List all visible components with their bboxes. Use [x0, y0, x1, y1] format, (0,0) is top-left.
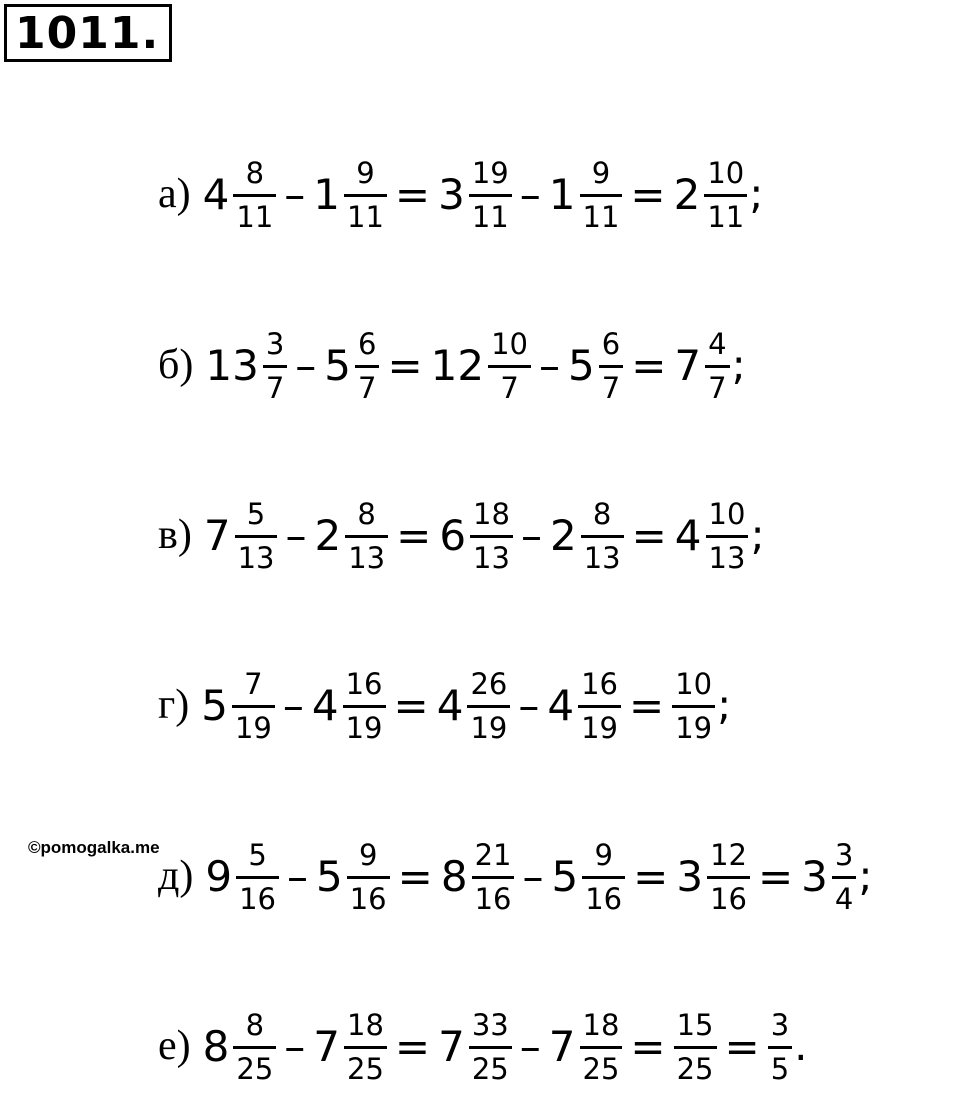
operator: = [628, 680, 665, 730]
denominator: 25 [233, 1046, 276, 1084]
denominator: 11 [704, 194, 747, 232]
fraction [232, 666, 275, 745]
denominator: 11 [344, 194, 387, 232]
whole-part: 1 [548, 169, 576, 219]
numerator: 4 [708, 326, 727, 361]
denominator: 16 [472, 876, 515, 914]
whole-part: 7 [438, 1021, 465, 1071]
fraction [704, 155, 747, 234]
whole-part: 4 [311, 680, 339, 730]
item-label: а) [158, 171, 191, 217]
numerator: 7 [244, 666, 263, 701]
equation-line [158, 487, 765, 583]
whole-part: 6 [439, 510, 467, 560]
denominator: 7 [599, 365, 623, 403]
fraction [707, 837, 750, 916]
fraction [344, 1007, 387, 1086]
fraction [674, 1007, 717, 1086]
numerator: 15 [676, 1007, 714, 1042]
operator: – [295, 340, 317, 390]
whole-part: 7 [313, 1021, 341, 1071]
whole-part: 3 [438, 169, 465, 219]
fraction [488, 326, 531, 405]
denominator: 7 [355, 365, 379, 403]
item-label: д) [158, 853, 194, 899]
item-label: в) [158, 512, 192, 558]
operator: – [285, 510, 307, 560]
numerator: 5 [246, 496, 266, 531]
equation-line [158, 828, 873, 924]
numerator: 8 [245, 155, 265, 190]
operator: = [630, 1021, 666, 1071]
denominator: 19 [672, 705, 715, 743]
whole-part: 4 [436, 680, 464, 730]
whole-part: 13 [205, 340, 259, 390]
whole-part: 3 [801, 851, 828, 901]
whole-part: 4 [674, 510, 702, 560]
numerator: 9 [594, 837, 613, 872]
equation-line [158, 146, 763, 242]
fraction [470, 496, 513, 575]
denominator: 7 [488, 365, 531, 403]
fraction [347, 837, 390, 916]
numerator: 9 [358, 837, 378, 872]
whole-part: 2 [549, 510, 577, 560]
operator: – [282, 680, 304, 730]
denominator: 11 [580, 194, 623, 232]
denominator: 11 [469, 194, 512, 232]
fraction [467, 666, 510, 745]
denominator: 19 [232, 705, 275, 743]
whole-part: 5 [324, 340, 351, 390]
numerator: 12 [710, 837, 747, 872]
fraction [263, 326, 287, 405]
item-label: г) [158, 682, 190, 728]
whole-part: 2 [673, 169, 701, 219]
watermark: ©pomogalka.me [28, 838, 160, 857]
whole-part: 8 [202, 1021, 230, 1071]
fraction [345, 496, 388, 575]
fraction [581, 496, 624, 575]
numerator: 10 [491, 326, 529, 361]
whole-part: 7 [203, 510, 231, 560]
whole-part: 3 [676, 851, 704, 901]
numerator: 5 [248, 837, 267, 872]
fraction [578, 666, 621, 745]
numerator: 6 [601, 326, 621, 361]
numerator: 18 [347, 1007, 384, 1042]
operator: – [284, 169, 306, 219]
fraction [706, 496, 749, 575]
numerator: 19 [471, 155, 509, 190]
whole-part: 8 [440, 851, 468, 901]
fraction [235, 496, 278, 575]
denominator: 13 [581, 535, 624, 573]
denominator: 25 [674, 1046, 717, 1084]
denominator: 16 [347, 876, 390, 914]
fraction [705, 326, 729, 405]
numerator: 9 [356, 155, 375, 190]
denominator: 13 [706, 535, 749, 573]
whole-part: 5 [568, 340, 595, 390]
denominator: 4 [832, 876, 856, 914]
numerator: 8 [245, 1007, 265, 1042]
operator: = [631, 340, 667, 390]
operator: – [519, 169, 541, 219]
fraction [343, 666, 386, 745]
numerator: 3 [770, 1007, 790, 1042]
whole-part: 5 [316, 851, 343, 901]
operator: = [393, 680, 429, 730]
denominator: 13 [470, 535, 513, 573]
denominator: 25 [344, 1046, 387, 1084]
fraction [236, 837, 279, 916]
numerator: 16 [581, 666, 618, 701]
whole-part: 5 [551, 851, 579, 901]
operator: = [631, 510, 667, 560]
operator: – [284, 1021, 306, 1071]
numerator: 8 [592, 496, 612, 531]
operator: – [539, 340, 561, 390]
numerator: 10 [708, 496, 746, 531]
denominator: 11 [233, 194, 276, 232]
equation-line [158, 998, 808, 1094]
denominator: 13 [345, 535, 388, 573]
denominator: 25 [580, 1046, 623, 1084]
fraction [832, 837, 856, 916]
denominator: 19 [343, 705, 386, 743]
problem-number: 1011. [4, 4, 172, 62]
fraction [469, 1007, 512, 1086]
end-punctuation: ; [858, 851, 873, 900]
fraction [768, 1007, 792, 1086]
numerator: 3 [265, 326, 285, 361]
operator: – [519, 1021, 541, 1071]
end-punctuation: . [794, 1021, 808, 1070]
whole-part: 2 [314, 510, 342, 560]
fraction [580, 1007, 623, 1086]
operator: – [287, 851, 308, 901]
denominator: 16 [236, 876, 279, 914]
numerator: 10 [675, 666, 713, 701]
fraction [580, 155, 623, 234]
end-punctuation: ; [749, 169, 764, 218]
operator: = [630, 169, 666, 219]
whole-part: 7 [548, 1021, 576, 1071]
numerator: 3 [834, 837, 854, 872]
denominator: 19 [578, 705, 621, 743]
denominator: 13 [235, 535, 278, 573]
denominator: 5 [768, 1046, 792, 1084]
end-punctuation: ; [717, 680, 732, 729]
fraction [355, 326, 379, 405]
numerator: 9 [591, 155, 611, 190]
denominator: 16 [707, 876, 750, 914]
operator: = [724, 1021, 760, 1071]
operator: – [522, 851, 544, 901]
operator: = [387, 340, 423, 390]
fraction [233, 1007, 276, 1086]
numerator: 18 [582, 1007, 620, 1042]
numerator: 8 [357, 496, 376, 531]
fraction [672, 666, 715, 745]
fraction [472, 837, 515, 916]
end-punctuation: ; [731, 340, 746, 389]
equation-line [158, 657, 731, 753]
whole-part: 5 [201, 680, 228, 730]
numerator: 21 [474, 837, 512, 872]
denominator: 19 [467, 705, 510, 743]
whole-part: 4 [202, 169, 230, 219]
whole-part: 1 [313, 169, 341, 219]
fraction [233, 155, 276, 234]
whole-part: 7 [674, 340, 702, 390]
item-label: б) [158, 342, 194, 388]
fraction [599, 326, 623, 405]
denominator: 16 [582, 876, 625, 914]
numerator: 10 [707, 155, 745, 190]
end-punctuation: ; [750, 510, 765, 559]
fraction [469, 155, 512, 234]
denominator: 25 [469, 1046, 512, 1084]
fraction [344, 155, 387, 234]
operator: = [394, 1021, 431, 1071]
denominator: 7 [263, 365, 287, 403]
operator: = [394, 169, 431, 219]
operator: – [520, 510, 542, 560]
whole-part: 9 [205, 851, 233, 901]
whole-part: 12 [430, 340, 485, 390]
operator: – [518, 680, 540, 730]
numerator: 18 [473, 496, 510, 531]
numerator: 26 [470, 666, 508, 701]
operator: = [757, 851, 794, 901]
operator: = [397, 851, 433, 901]
numerator: 6 [358, 326, 377, 361]
item-label: е) [158, 1023, 191, 1069]
numerator: 33 [471, 1007, 509, 1042]
equation-line [158, 317, 746, 413]
whole-part: 4 [547, 680, 575, 730]
numerator: 16 [345, 666, 383, 701]
denominator: 7 [705, 365, 729, 403]
fraction [582, 837, 625, 916]
operator: = [396, 510, 432, 560]
operator: = [633, 851, 669, 901]
